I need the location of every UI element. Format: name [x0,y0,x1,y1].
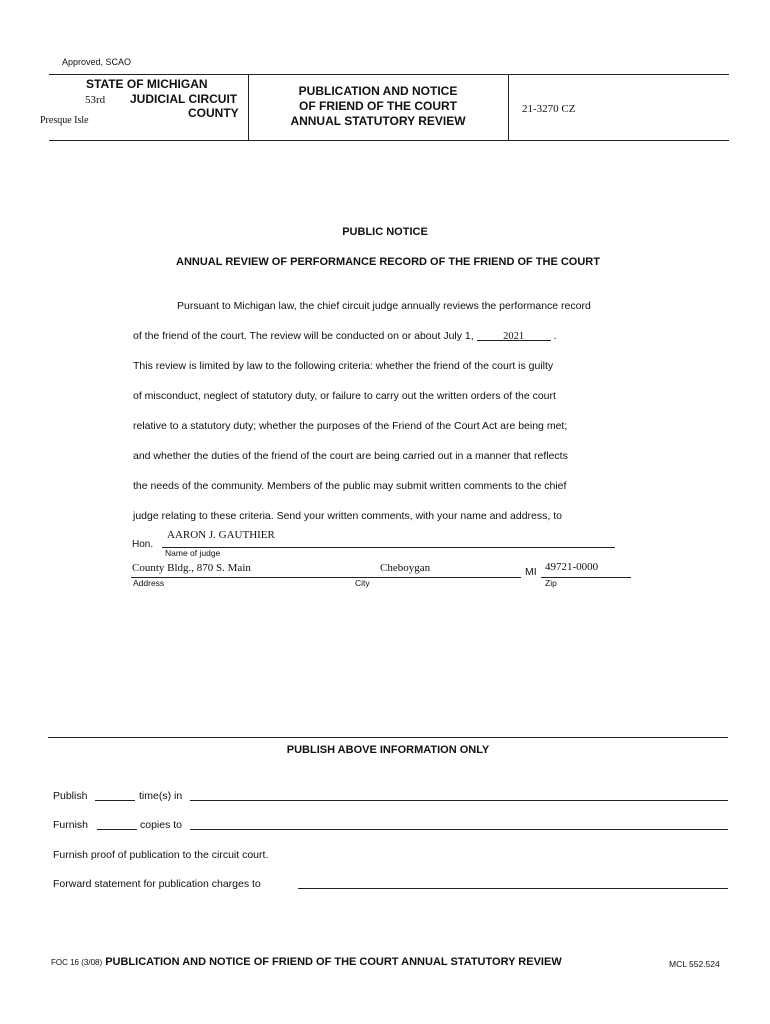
notice-line: This review is limited by law to the following criteria: whether the friend of the court is guilty [133,360,554,372]
notice-line: of misconduct, neglect of statutory duty, or failure to carry out the written orders of the court [133,390,556,402]
address-value: County Bldg., 870 S. Main [132,562,251,574]
publish-only-heading: PUBLISH ABOVE INFORMATION ONLY [286,744,490,756]
circuit-label: JUDICIAL CIRCUIT [130,92,238,106]
publish-label: Publish [53,790,88,802]
times-in-label: time(s) in [139,790,183,802]
city-value: Cheboygan [380,562,431,574]
publication-name-field[interactable] [190,800,728,801]
judge-name: AARON J. GAUTHIER [167,529,275,541]
section-divider [48,737,728,738]
proof-instruction: Furnish proof of publication to the circuit court. [53,849,269,861]
notice-line-date [133,330,556,342]
notice-subheading: ANNUAL REVIEW OF PERFORMANCE RECORD OF THE FRIEND OF THE COURT [176,256,600,268]
notice-line-prefix: of the friend of the court. The review will be conducted on or about July 1, [133,330,474,342]
form-title-line: ANNUAL STATUTORY REVIEW [290,114,466,128]
case-number: 21-3270 CZ [522,103,576,115]
notice-line-suffix: . [553,330,557,342]
furnish-label: Furnish [53,819,89,831]
notice-line: judge relating to these criteria. Send your written comments, with your name and address, to [133,510,562,522]
notice-line: the needs of the community. Members of the public may submit written comments to the chief [133,480,567,492]
charges-recipient-field[interactable] [298,888,728,889]
address-line [131,577,521,578]
footer-title: PUBLICATION AND NOTICE OF FRIEND OF THE COURT ANNUAL STATUTORY REVIEW [105,956,562,968]
form-footer [51,956,562,968]
county-label: COUNTY [188,106,239,120]
state-value: MI [525,566,537,578]
form-title [256,84,500,129]
mcl-reference: MCL 552.524 [669,959,720,969]
notice-line: Pursuant to Michigan law, the chief circuit judge annually reviews the performance record [177,300,591,312]
notice-heading: PUBLIC NOTICE [342,226,428,238]
copies-to-label: copies to [140,819,183,831]
header-divider-2 [508,74,509,140]
forward-label: Forward statement for publication charges to [53,878,261,890]
notice-line: and whether the duties of the friend of the court are being carried out in a manner that reflects [133,450,568,462]
notice-line: relative to a statutory duty; whether the purposes of the Friend of the Court Act are being met; [133,420,568,432]
address-caption: Address [133,578,165,588]
state-name: STATE OF MICHIGAN [86,77,208,91]
county-name: Presque Isle [40,115,89,126]
publish-times-field[interactable] [95,800,135,801]
zip-caption: Zip [545,578,557,588]
city-caption: City [355,578,370,588]
header-bottom-rule [49,140,729,141]
form-title-line: PUBLICATION AND NOTICE [298,84,458,98]
form-title-line: OF FRIEND OF THE COURT [299,99,457,113]
form-id: FOC 16 (3/08) [51,958,103,967]
header-divider-1 [248,74,249,140]
header-top-rule [49,74,729,75]
review-year: 2021 [477,331,551,342]
judge-caption: Name of judge [165,548,221,558]
zip-value: 49721-0000 [545,561,599,573]
circuit-number: 53rd [85,94,106,106]
copies-count-field[interactable] [97,829,137,830]
approval-note: Approved, SCAO [62,57,132,67]
hon-label: Hon. [132,539,154,550]
judge-name-line [162,547,615,548]
copies-recipient-field[interactable] [190,829,728,830]
